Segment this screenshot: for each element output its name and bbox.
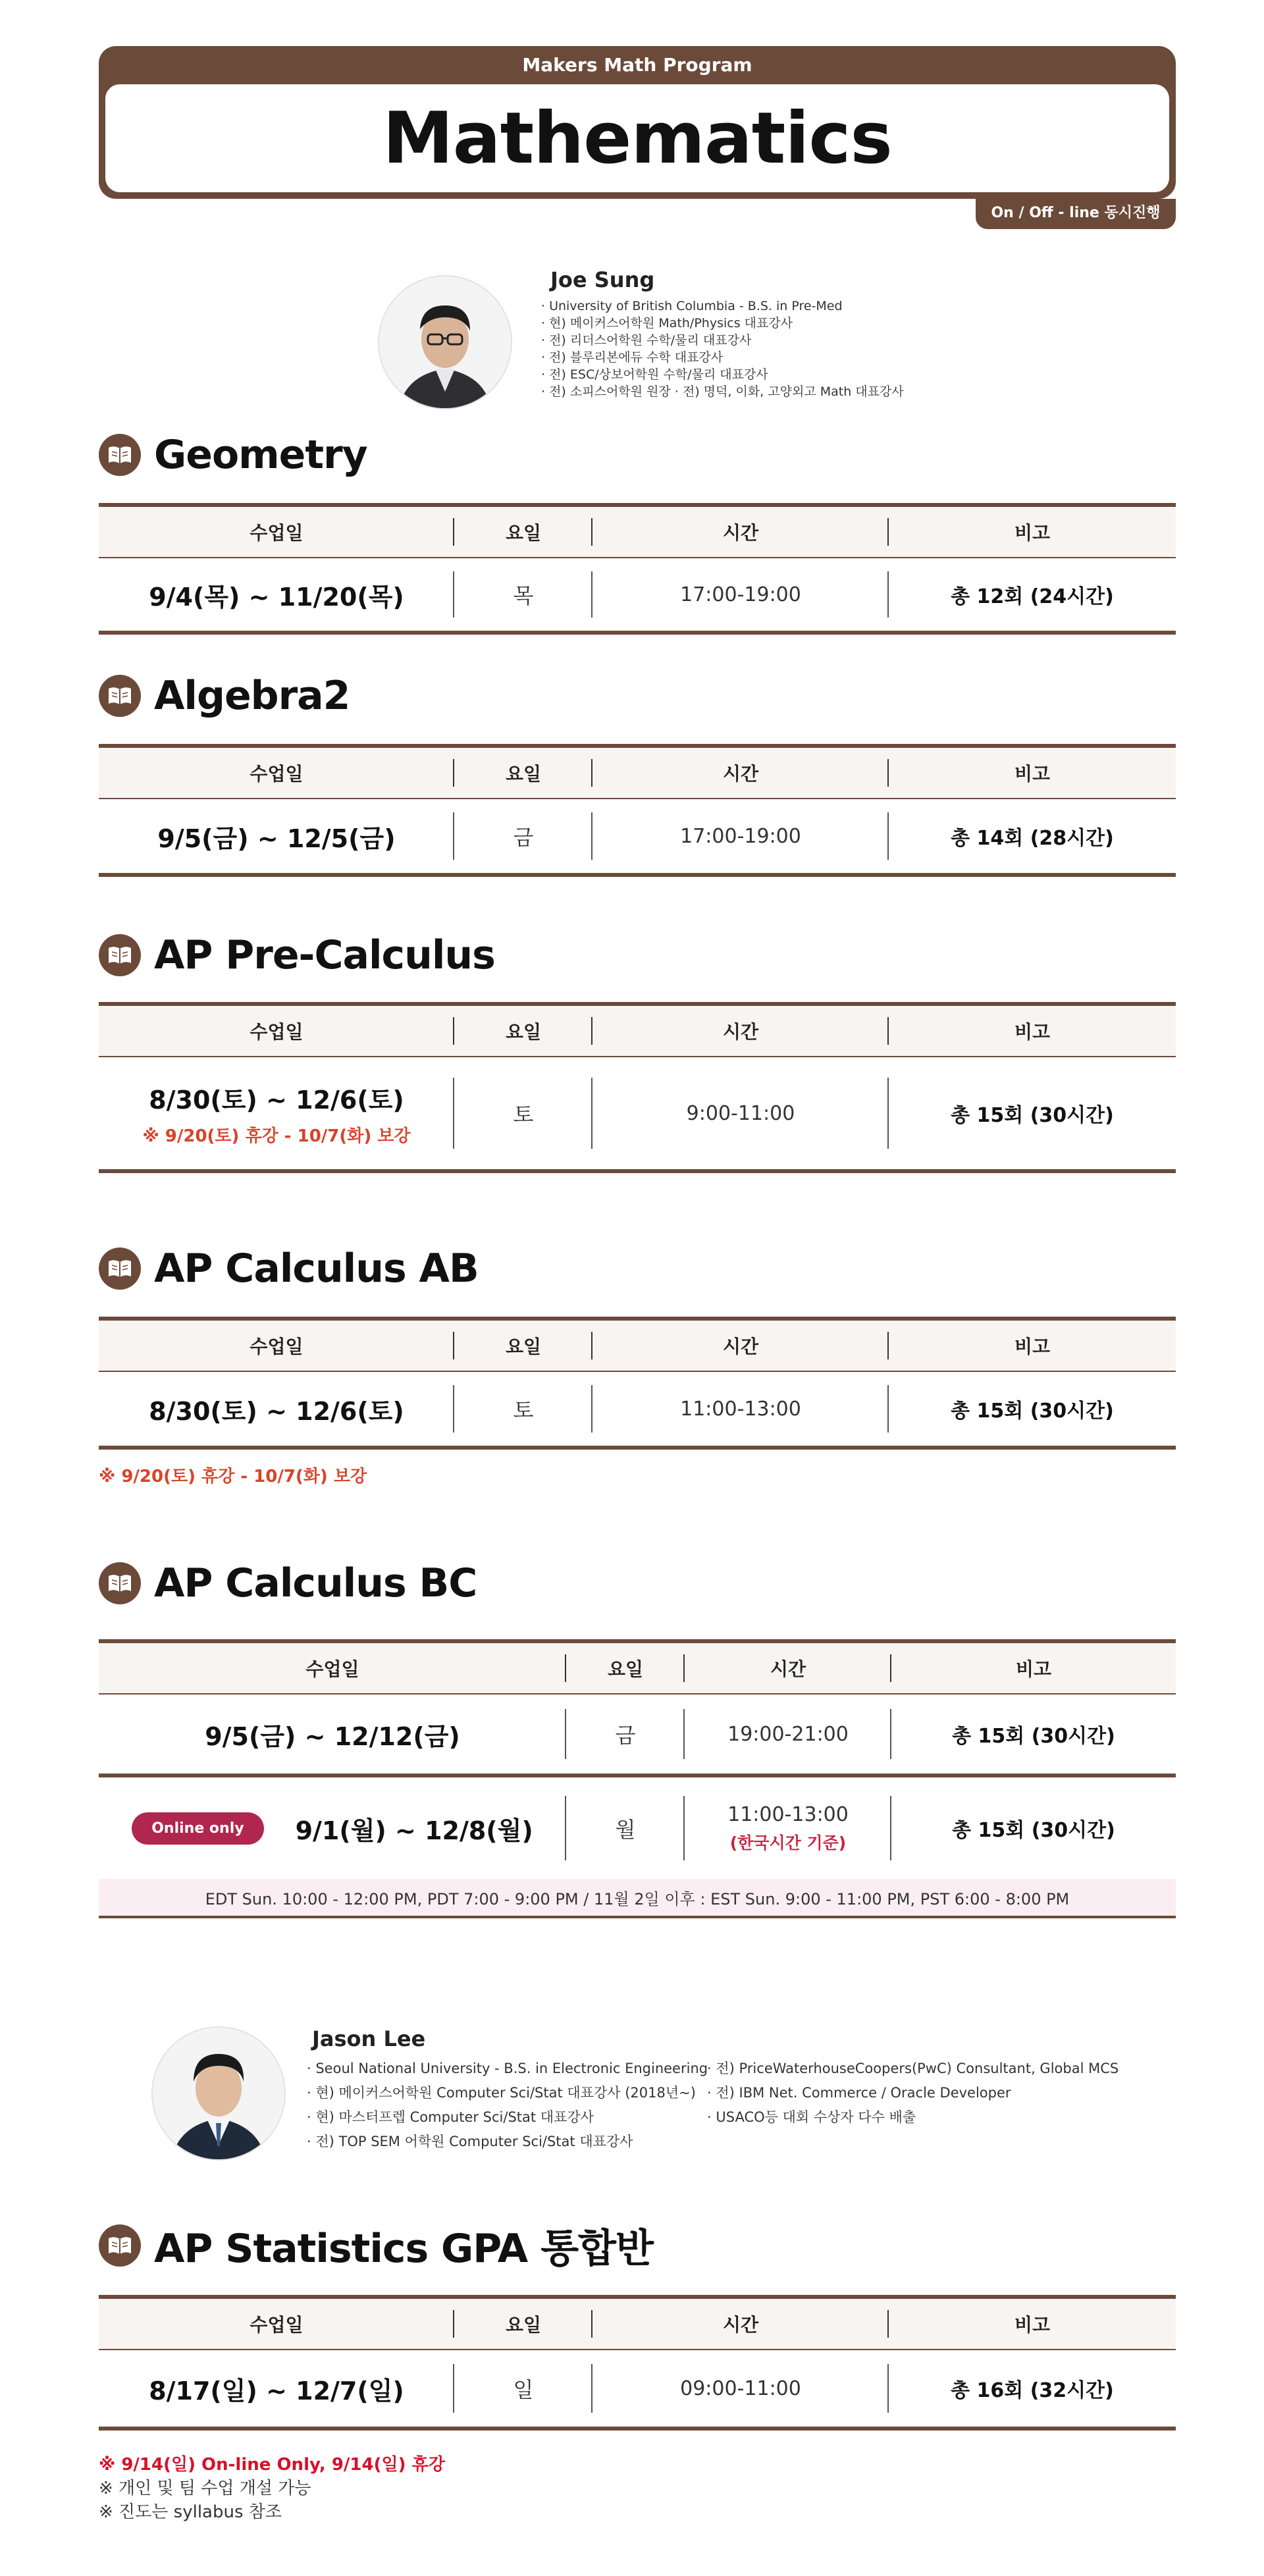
schedule-table-precalc [99,1002,1176,1173]
col-day: 요일 [566,1643,685,1693]
table-row [99,799,1176,873]
cell-note: 총 15회 (30시간) [951,1400,1114,1423]
date-range: 8/30(토) ~ 12/6(토) [149,1086,404,1115]
col-date: 수업일 [99,507,454,557]
credential-line: · USACO등 대회 수상자 다수 배출 [707,2109,916,2125]
avatar [378,275,512,409]
table-header [99,1643,1176,1695]
col-time: 시간 [592,1006,889,1056]
section-title-text: Algebra2 [154,673,350,719]
col-time: 시간 [685,1643,891,1693]
online-only-badge: Online only [132,1812,263,1845]
credential-line: · 현) 마스터프렙 Computer Sci/Stat 대표강사 [307,2109,594,2125]
schedule-table-algebra2 [99,744,1176,877]
col-day: 요일 [454,748,592,798]
col-time: 시간 [592,1321,889,1371]
cell-time: 9:00-11:00 [592,1057,889,1169]
section-title-calcab [99,1246,479,1292]
cell-day: 목 [454,558,592,631]
credential-line: · University of British Columbia - B.S. in Pre-Med [541,299,843,313]
table-row [99,558,1176,631]
cell-day: 일 [454,2350,592,2427]
teacher-credentials [541,298,904,400]
cell-time: 19:00-21:00 [685,1695,891,1774]
time-range: 11:00-13:00 [727,1802,849,1826]
cell-date: 8/17(일) ~ 12/7(일) [99,2350,454,2427]
col-day: 요일 [454,1006,592,1056]
timezone-note: (한국시간 기준) [729,1833,847,1853]
table-row [99,1057,1176,1169]
section-title-text: AP Calculus BC [154,1560,477,1606]
footer-note-online: ※ 9/14(일) On-line Only, 9/14(일) 휴강 [99,2455,445,2475]
footer-note-syllabus: ※ 진도는 syllabus 참조 [99,2502,282,2522]
section-title-calcbc [99,1560,477,1606]
date-range: 9/1(월) ~ 12/8(월) [295,1816,533,1845]
table-header [99,507,1176,558]
book-icon [99,434,141,476]
col-date: 수업일 [99,748,454,798]
book-icon [99,2224,141,2267]
cell-date [99,1777,566,1879]
table-header [99,748,1176,799]
table-header [99,2299,1176,2350]
teacher-credentials-left [307,2057,708,2154]
cell-time: 17:00-19:00 [592,558,889,631]
program-name: Makers Math Program [522,54,752,76]
section-title-algebra2 [99,673,350,719]
holiday-note: ※ 9/20(토) 휴강 - 10/7(화) 보강 [142,1126,411,1146]
schedule-table-calcab [99,1317,1176,1450]
teacher-name: Joe Sung [550,267,655,292]
col-note: 비고 [1014,1021,1051,1043]
schedule-table-stats [99,2295,1176,2431]
cell-day: 금 [566,1695,685,1774]
section-title-geometry [99,432,367,478]
col-day: 요일 [454,1321,592,1371]
col-date: 수업일 [99,2299,454,2349]
col-day: 요일 [454,2299,592,2349]
schedule-table-geometry [99,503,1176,635]
credential-line: · 전) 리더스어학원 수학/물리 대표강사 [541,333,752,348]
teacher-portrait-icon [153,2028,284,2159]
credential-line: · 전) PriceWaterhouseCoopers(PwC) Consultant, Global MCS [707,2061,1119,2076]
book-icon [99,1248,141,1290]
cell-note: 총 15회 (30시간) [951,1104,1114,1127]
timezone-conversion-note: EDT Sun. 10:00 - 12:00 PM, PDT 7:00 - 9:00 PM / 11월 2일 이후 : EST Sun. 9:00 - 11:00 PM, PST 6:00 - 8:00 PM [99,1879,1176,1918]
table-row [99,2350,1176,2427]
teacher-credentials-right [707,2057,1119,2130]
page-title: Mathematics [382,97,892,180]
book-icon [99,934,141,976]
col-time: 시간 [592,507,889,557]
cell-note: 총 16회 (32시간) [951,2379,1114,2402]
table-row [99,1695,1176,1774]
cell-date: 9/4(목) ~ 11/20(목) [99,558,454,631]
credential-line: · 현) 메이커스어학원 Math/Physics 대표강사 [541,316,793,330]
section-title-text: AP Statistics GPA 통합반 [154,2226,653,2272]
cell-day: 토 [454,1057,592,1169]
table-row [99,1777,1176,1879]
cell-day: 금 [454,799,592,873]
credential-line: · 전) IBM Net. Commerce / Oracle Developer [707,2085,1011,2101]
cell-note: 총 14회 (28시간) [951,827,1114,850]
table-header [99,1006,1176,1057]
teacher-portrait-icon [379,276,511,408]
credential-line: · 전) TOP SEM 어학원 Computer Sci/Stat 대표강사 [307,2134,633,2149]
title-panel [105,84,1169,192]
cell-note: 총 12회 (24시간) [951,585,1114,608]
col-note: 비고 [1014,1336,1051,1357]
cell-time [685,1777,891,1879]
cell-time: 11:00-13:00 [592,1372,889,1446]
col-time: 시간 [592,748,889,798]
col-note: 비고 [1015,1658,1052,1680]
avatar [151,2026,286,2161]
col-note: 비고 [1014,522,1051,544]
credential-line: · 전) 블루리본에듀 수학 대표강사 [541,350,724,365]
book-icon [99,675,141,717]
cell-day: 토 [454,1372,592,1446]
cell-time: 17:00-19:00 [592,799,889,873]
cell-date: 8/30(토) ~ 12/6(토) [99,1372,454,1446]
table-row [99,1372,1176,1446]
col-note: 비고 [1014,2314,1051,2336]
credential-line: · 전) ESC/상보어학원 수학/물리 대표강사 [541,367,768,382]
col-date: 수업일 [99,1643,566,1693]
col-note: 비고 [1014,763,1051,785]
col-time: 시간 [592,2299,889,2349]
col-day: 요일 [454,507,592,557]
cell-day: 월 [566,1777,685,1879]
credential-line: · Seoul National University - B.S. in Electronic Engineering [307,2061,708,2076]
cell-time: 09:00-11:00 [592,2350,889,2427]
section-title-stats [99,2217,653,2274]
footer-notes [99,2453,445,2524]
credential-line: · 전) 소피스어학원 원장 · 전) 명덕, 이화, 고양외고 Math 대표강사 [541,384,904,399]
cell-date: 9/5(금) ~ 12/5(금) [99,799,454,873]
col-date: 수업일 [99,1321,454,1371]
section-title-text: Geometry [154,432,367,478]
cell-date [99,1057,454,1169]
col-date: 수업일 [99,1006,454,1056]
credential-line: · 현) 메이커스어학원 Computer Sci/Stat 대표강사 (2018년~) [307,2085,696,2101]
book-icon [99,1562,141,1604]
cell-date: 9/5(금) ~ 12/12(금) [99,1695,566,1774]
header-card [99,46,1176,199]
schedule-table-calcbc [99,1639,1176,1918]
cell-note: 총 15회 (30시간) [952,1725,1115,1748]
section-title-text: AP Calculus AB [154,1246,479,1292]
section-title-text: AP Pre-Calculus [154,932,495,978]
holiday-note: ※ 9/20(토) 휴강 - 10/7(화) 보강 [99,1467,367,1486]
footer-note-private: ※ 개인 및 팀 수업 개설 가능 [99,2479,311,2498]
section-title-precalc [99,932,495,978]
table-header [99,1321,1176,1372]
teacher-name: Jason Lee [312,2026,426,2051]
mode-badge: On / Off - line 동시진행 [976,199,1176,229]
cell-note: 총 15회 (30시간) [952,1819,1115,1842]
